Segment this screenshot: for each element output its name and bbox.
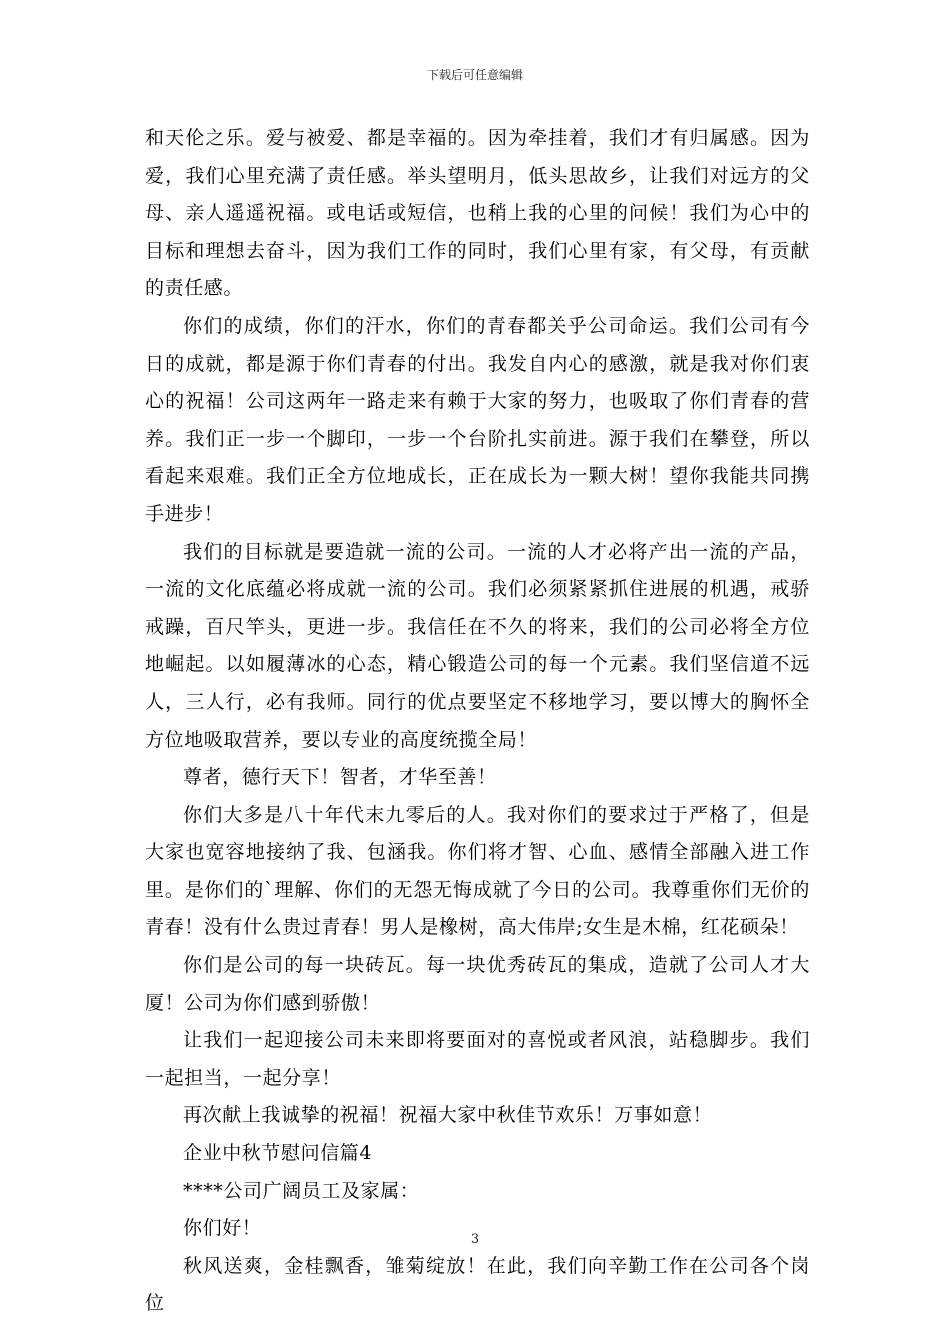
paragraph: 和天伦之乐。爱与被爱、都是幸福的。因为牵挂着，我们才有归属感。因为爱，我们心里充满了责任感。举头望明月，低头思故乡，让我们对远方的父母、亲人遥遥祝福。或电话或短信，也稍上我的心里的问候！我们为心中的目标和理想去奋斗，因为我们工作的同时，我们心里有家，有父母，有贡献的责任感。	[145, 127, 810, 300]
greeting: 你们好！	[183, 1217, 262, 1240]
paragraph: 我们的目标就是要造就一流的公司。一流的人才必将产出一流的产品，一流的文化底蕴必将成就一流的公司。我们必须紧紧抓住进展的机遇，戒骄戒躁，百尺竿头，更进一步。我信任在不久的将来，我们的公司必将全方位地崛起。以如履薄冰的心态，精心锻造公司的每一个元素。我们坚信道不远人，三人行，必有我师。同行的优点要坚定不移地学习，要以博大的胸怀全方位地吸取营养，要以专业的高度统揽全局！	[145, 540, 810, 751]
paragraph: 秋风送爽，金桂飘香，雏菊绽放！在此，我们向辛勤工作在公司各个岗位	[145, 1254, 810, 1315]
document-body	[145, 120, 810, 1323]
paragraph: 你们的成绩，你们的汗水，你们的青春都关乎公司命运。我们公司有今日的成就，都是源于你们青春的付出。我发自内心的感激，就是我对你们衷心的祝福！公司这两年一路走来有赖于大家的努力，也吸取了你们青春的营养。我们正一步一个脚印，一步一个台阶扎实前进。源于我们在攀登，所以看起来艰难。我们正全方位地成长，正在成长为一颗大树！望你我能共同携手进步！	[145, 314, 810, 525]
paragraph: 你们是公司的每一块砖瓦。每一块优秀砖瓦的集成，造就了公司人才大厦！公司为你们感到骄傲！	[145, 954, 810, 1014]
page-header-note: 下载后可任意编辑	[426, 68, 523, 82]
paragraph: 再次献上我诚挚的祝福！祝福大家中秋佳节欢乐！万事如意！	[183, 1104, 713, 1127]
section-heading: 企业中秋节慰问信篇4	[183, 1142, 373, 1165]
paragraph: 尊者，德行天下！智者，才华至善！	[183, 766, 497, 789]
page-number: 3	[470, 1232, 480, 1247]
paragraph: 你们大多是八十年代末九零后的人。我对你们的要求过于严格了，但是大家也宽容地接纳了我、包涵我。你们将才智、心血、感情全部融入进工作里。是你们的`理解、你们的无怨无悔成就了今日的公司。我尊重你们无价的青春！没有什么贵过青春！男人是橡树，高大伟岸;女生是木棉，红花硕朵！	[145, 803, 810, 939]
salutation: ****公司广阔员工及家属：	[183, 1179, 420, 1202]
paragraph: 让我们一起迎接公司未来即将要面对的喜悦或者风浪，站稳脚步。我们一起担当，一起分享！	[145, 1029, 810, 1089]
